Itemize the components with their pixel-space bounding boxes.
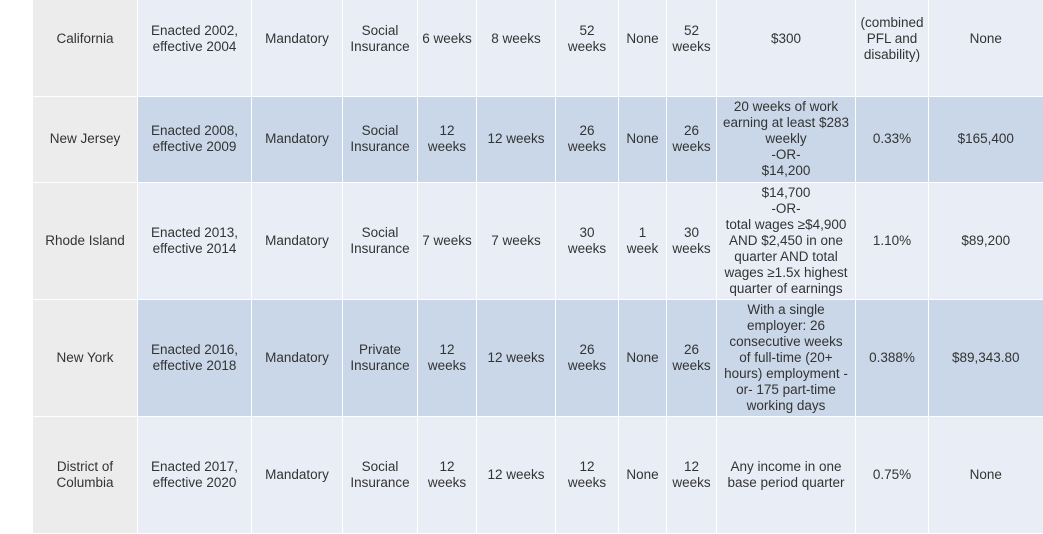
table-cell: 52 weeks — [556, 0, 619, 96]
wage-cap-cell: $89,200 — [929, 182, 1043, 299]
payroll-rate-cell: 1.10% — [856, 182, 929, 299]
table-cell: None — [619, 299, 667, 416]
eligibility-cell: Any income in one base period quarter — [717, 416, 856, 533]
funding-cell: Social Insurance — [343, 0, 418, 96]
funding-cell: Social Insurance — [343, 416, 418, 533]
table-cell: 7 weeks — [418, 182, 477, 299]
program-type-cell: Mandatory — [252, 96, 343, 182]
funding-cell: Private Insurance — [343, 299, 418, 416]
table-cell: 26 weeks — [667, 96, 717, 182]
table-cell: 6 weeks — [418, 0, 477, 96]
payroll-rate-cell: 0.388% — [856, 299, 929, 416]
table-cell: 12 weeks — [418, 416, 477, 533]
table-cell: 1 week — [619, 182, 667, 299]
wage-cap-cell: None — [929, 0, 1043, 96]
wage-cap-cell: None — [929, 416, 1043, 533]
enacted-cell: Enacted 2013, effective 2014 — [138, 182, 252, 299]
payroll-rate-cell: (combined PFL and disability) — [856, 0, 929, 96]
eligibility-cell: With a single employer: 26 consecutive weeks of full-time (20+ hours) employment - or- 175 part-time working days — [717, 299, 856, 416]
table-cell: None — [619, 0, 667, 96]
payroll-rate-cell: 0.33% — [856, 96, 929, 182]
table-cell: 12 weeks — [477, 96, 556, 182]
program-type-cell: Mandatory — [252, 416, 343, 533]
payroll-rate-cell: 0.75% — [856, 416, 929, 533]
table-viewport[interactable] — [32, 0, 1020, 512]
table-row — [33, 416, 1043, 533]
state-cell: New York — [33, 299, 138, 416]
table-cell: 12 weeks — [418, 96, 477, 182]
table-row — [33, 182, 1043, 299]
table-cell: 26 weeks — [667, 299, 717, 416]
table-cell: 30 weeks — [556, 182, 619, 299]
table-cell: 12 weeks — [667, 416, 717, 533]
table-cell: 26 weeks — [556, 96, 619, 182]
table-cell: 12 weeks — [556, 416, 619, 533]
table-cell: 12 weeks — [477, 416, 556, 533]
paid-family-leave-table — [32, 0, 1043, 534]
state-cell: New Jersey — [33, 96, 138, 182]
funding-cell: Social Insurance — [343, 182, 418, 299]
enacted-cell: Enacted 2002, effective 2004 — [138, 0, 252, 96]
eligibility-cell: $14,700 -OR- total wages ≥$4,900 AND $2,450 in one quarter AND total wages ≥1.5x highest quarter of earnings — [717, 182, 856, 299]
table-row — [33, 96, 1043, 182]
table-cell: 12 weeks — [477, 299, 556, 416]
state-cell: California — [33, 0, 138, 96]
table-cell: 30 weeks — [667, 182, 717, 299]
table-cell: 7 weeks — [477, 182, 556, 299]
enacted-cell: Enacted 2017, effective 2020 — [138, 416, 252, 533]
table-row — [33, 299, 1043, 416]
table-row — [33, 0, 1043, 96]
state-cell: Rhode Island — [33, 182, 138, 299]
table-cell: 8 weeks — [477, 0, 556, 96]
eligibility-cell: $300 — [717, 0, 856, 96]
eligibility-cell: 20 weeks of work earning at least $283 weekly -OR- $14,200 — [717, 96, 856, 182]
table-cell: 26 weeks — [556, 299, 619, 416]
state-cell: District of Columbia — [33, 416, 138, 533]
enacted-cell: Enacted 2016, effective 2018 — [138, 299, 252, 416]
wage-cap-cell: $165,400 — [929, 96, 1043, 182]
table-cell: 52 weeks — [667, 0, 717, 96]
table-cell: 12 weeks — [418, 299, 477, 416]
program-type-cell: Mandatory — [252, 182, 343, 299]
program-type-cell: Mandatory — [252, 299, 343, 416]
program-type-cell: Mandatory — [252, 0, 343, 96]
wage-cap-cell: $89,343.80 — [929, 299, 1043, 416]
funding-cell: Social Insurance — [343, 96, 418, 182]
enacted-cell: Enacted 2008, effective 2009 — [138, 96, 252, 182]
table-body — [33, 0, 1043, 533]
table-cell: None — [619, 416, 667, 533]
table-cell: None — [619, 96, 667, 182]
